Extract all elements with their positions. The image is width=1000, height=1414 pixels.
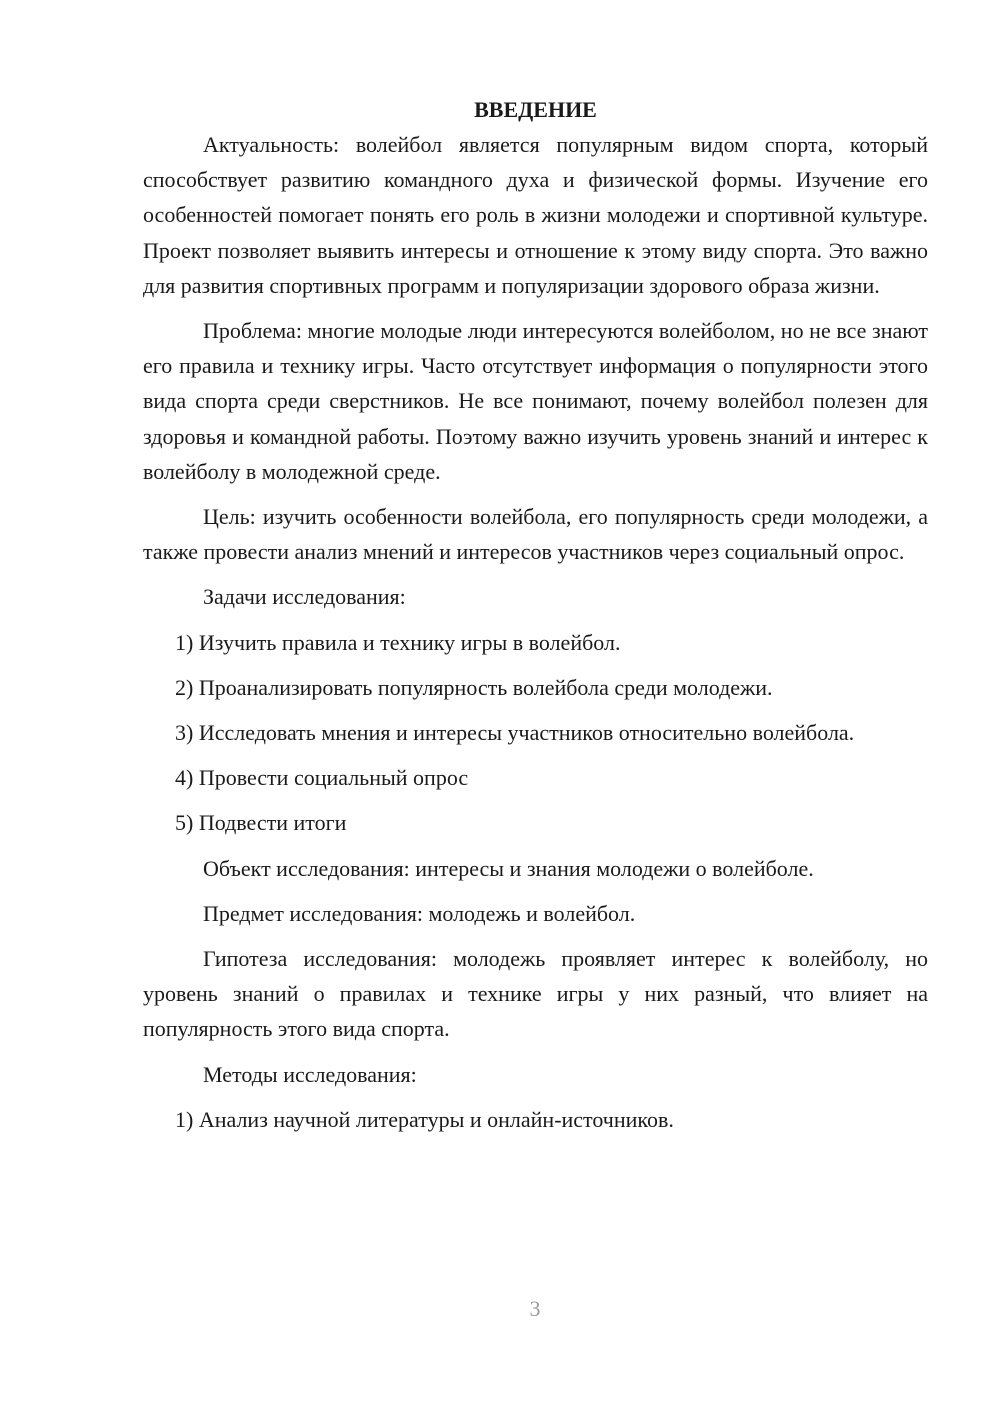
task-item-3: 3) Исследовать мнения и интересы участников относительно волейбола. bbox=[175, 720, 855, 746]
page-title: ВВЕДЕНИЕ bbox=[474, 97, 597, 122]
methods-heading: Методы исследования: bbox=[203, 1061, 417, 1087]
task-item-1: 1) Изучить правила и технику игры в волейбол. bbox=[175, 629, 621, 655]
paragraph-problem: Проблема: многие молодые люди интересуются волейболом, но не все знают его правила и технику игры. Часто отсутствует информация о популярности этого вида спорта среди сверстников. Не все понимают, почему волейбол полезен для здоровья и командной работы. Поэтому важно изучить уровень знаний и интерес к волейболу в молодежной среде. bbox=[143, 318, 928, 484]
document-page bbox=[143, 92, 928, 1147]
paragraph-relevance: Актуальность: волейбол является популярным видом спорта, который способствует развитию командного духа и физической формы. Изучение его особенностей помогает понять его роль в жизни молодежи и спортивной культуре. Проект позволяет выявить интересы и отношение к этому виду спорта. Это важно для развития спортивных программ и популяризации здорового образа жизни. bbox=[143, 132, 928, 298]
tasks-heading: Задачи исследования: bbox=[203, 584, 406, 610]
task-item-5: 5) Подвести итоги bbox=[175, 810, 347, 836]
method-item-1: 1) Анализ научной литературы и онлайн-источников. bbox=[175, 1106, 674, 1132]
page-number: 3 bbox=[529, 1296, 541, 1321]
paragraph-hypothesis: Гипотеза исследования: молодежь проявляет интерес к волейболу, но уровень знаний о правилах и технике игры у них разный, что влияет на популярность этого вида спорта. bbox=[143, 946, 928, 1042]
task-item-2: 2) Проанализировать популярность волейбола среди молодежи. bbox=[175, 674, 773, 700]
paragraph-subject: Предмет исследования: молодежь и волейбол. bbox=[203, 900, 636, 926]
paragraph-goal: Цель: изучить особенности волейбола, его популярность среди молодежи, а также провести анализ мнений и интересов участников через социальный опрос. bbox=[143, 504, 928, 565]
paragraph-object: Объект исследования: интересы и знания молодежи о волейболе. bbox=[203, 855, 814, 881]
task-item-4: 4) Провести социальный опрос bbox=[175, 765, 469, 791]
